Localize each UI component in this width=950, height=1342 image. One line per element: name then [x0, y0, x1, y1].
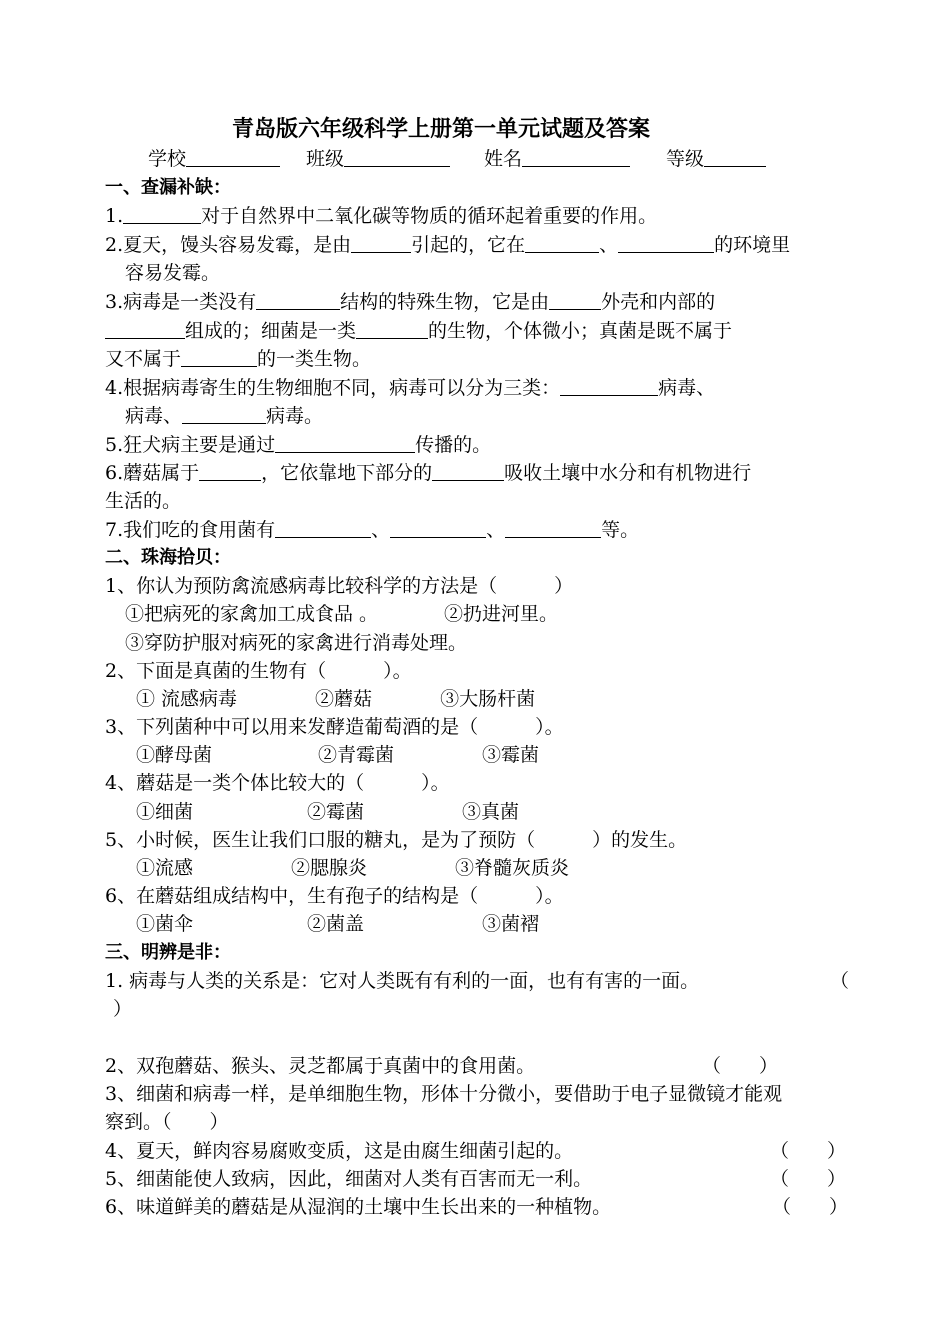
fill-blank[interactable] — [351, 234, 411, 253]
choice-option[interactable]: ③大肠杆菌 — [440, 688, 536, 710]
grade-blank[interactable] — [704, 148, 766, 167]
choice-question-5: 5、小时候，医生让我们口服的糖丸，是为了预防（ ）的发生。 — [105, 829, 688, 851]
judge-question-3: 3、细菌和病毒一样，是单细胞生物，形体十分微小，要借助于电子显微镜才能观 — [105, 1083, 783, 1105]
choice-option[interactable]: ①把病死的家禽加工成食品 。 — [125, 603, 379, 625]
judge-question-2: 2、双孢蘑菇、猴头、灵芝都属于真菌中的食用菌。 — [105, 1055, 536, 1077]
fill-question-6: 6.蘑菇属于 ，它依靠地下部分的 吸收土壤中水分和有机物进行 — [105, 462, 752, 484]
choice-options-6 — [136, 911, 539, 937]
choice-option[interactable]: ③菌褶 — [482, 913, 540, 935]
fill-question-3-line3: 又不属于 的一类生物。 — [105, 348, 372, 370]
section-heading-fill: 一、查漏补缺： — [105, 177, 231, 198]
judge-question-5: 5、细菌能使人致病，因此，细菌对人类有百害而无一利。 — [105, 1168, 593, 1190]
fill-question-3: 3.病毒是一类没有 结构的特殊生物，它是由 外壳和内部的 — [105, 291, 716, 313]
choice-option[interactable]: ②扔进河里。 — [444, 603, 559, 625]
header-info-row — [148, 146, 766, 172]
fill-blank[interactable] — [618, 234, 714, 253]
fill-blank[interactable] — [525, 234, 599, 253]
judge-answer-bracket[interactable]: （ ） — [770, 1140, 847, 1162]
section-heading-choice: 二、珠海拾贝： — [105, 547, 231, 568]
fill-blank[interactable] — [275, 519, 371, 538]
fill-blank[interactable] — [560, 377, 658, 396]
choice-question-6: 6、在蘑菇组成结构中，生有孢子的结构是（ ）。 — [105, 885, 564, 907]
judge-answer-bracket[interactable]: （ ） — [770, 1168, 847, 1190]
fill-question-6-cont: 生活的。 — [105, 490, 182, 512]
choice-option[interactable]: ③真菌 — [462, 801, 520, 823]
choice-option[interactable]: ②霉菌 — [307, 801, 365, 823]
choice-option[interactable]: ②蘑菇 — [315, 688, 373, 710]
fill-question-4: 4.根据病毒寄生的生物细胞不同，病毒可以分为三类： 病毒、 — [105, 377, 716, 399]
school-blank[interactable] — [186, 148, 280, 167]
fill-blank[interactable] — [432, 462, 504, 481]
fill-blank[interactable] — [549, 291, 601, 310]
class-blank[interactable] — [344, 148, 450, 167]
choice-option[interactable]: ①细菌 — [136, 801, 194, 823]
fill-blank[interactable] — [275, 434, 415, 453]
choice-option[interactable]: ③霉菌 — [482, 744, 540, 766]
choice-option[interactable]: ①酵母菌 — [136, 744, 213, 766]
judge-question-3-cont: 察到。（ ） — [105, 1111, 229, 1133]
choice-option[interactable]: ②青霉菌 — [318, 744, 395, 766]
fill-question-7: 7.我们吃的食用菌有 、 、 等。 — [105, 519, 640, 541]
judge-answer-bracket-close[interactable]: ） — [113, 998, 133, 1020]
fill-question-2: 2.夏天，馒头容易发霉，是由 引起的，它在 、 的环境里 — [105, 234, 791, 256]
judge-question-6: 6、味道鲜美的蘑菇是从湿润的土壤中生长出来的一种植物。 — [105, 1196, 612, 1218]
judge-answer-bracket[interactable]: （ ） — [772, 1196, 849, 1218]
choice-question-2: 2、下面是真菌的生物有（ ）。 — [105, 660, 412, 682]
choice-option[interactable]: ③脊髓灰质炎 — [455, 857, 570, 879]
fill-question-4-cont: 病毒、 病毒。 — [125, 405, 324, 427]
choice-question-3: 3、下列菌种中可以用来发酵造葡萄酒的是（ ）。 — [105, 716, 564, 738]
fill-blank[interactable] — [390, 519, 486, 538]
choice-question-1: 1、你认为预防禽流感病毒比较科学的方法是（ ） — [105, 575, 574, 597]
choice-option[interactable]: ① 流感病毒 — [136, 688, 238, 710]
choice-option[interactable]: ③穿防护服对病死的家禽进行消毒处理。 — [125, 632, 468, 654]
class-label: 班级 — [306, 148, 345, 170]
name-blank[interactable] — [522, 148, 630, 167]
choice-options-1 — [125, 601, 558, 627]
fill-blank[interactable] — [105, 320, 185, 339]
choice-option[interactable]: ②菌盖 — [307, 913, 365, 935]
fill-question-2-cont: 容易发霉。 — [125, 262, 221, 284]
choice-options-2 — [136, 686, 535, 712]
fill-question-3-line2: 组成的；细菌是一类 的生物，个体微小；真菌是既不属于 — [105, 318, 732, 344]
school-label: 学校 — [148, 148, 187, 170]
fill-question-5: 5.狂犬病主要是通过 传播的。 — [105, 434, 492, 456]
choice-option[interactable]: ②腮腺炎 — [291, 857, 368, 879]
judge-answer-bracket[interactable]: （ ） — [702, 1055, 779, 1077]
choice-options-5 — [136, 855, 569, 881]
judge-question-4: 4、夏天，鲜肉容易腐败变质，这是由腐生细菌引起的。 — [105, 1140, 574, 1162]
fill-blank[interactable] — [123, 205, 201, 224]
page-title: 青岛版六年级科学上册第一单元试题及答案 — [232, 116, 651, 142]
choice-options-3 — [136, 742, 539, 768]
choice-question-4: 4、蘑菇是一类个体比较大的（ ）。 — [105, 772, 450, 794]
choice-option[interactable]: ①流感 — [136, 857, 194, 879]
fill-blank[interactable] — [356, 320, 428, 339]
choice-options-4 — [136, 799, 519, 825]
fill-blank[interactable] — [181, 348, 257, 367]
fill-blank[interactable] — [199, 462, 261, 481]
choice-option[interactable]: ①菌伞 — [136, 913, 194, 935]
name-label: 姓名 — [484, 148, 523, 170]
fill-blank[interactable] — [182, 405, 266, 424]
section-heading-judge: 三、明辨是非： — [105, 942, 231, 963]
fill-question-1: 1. 对于自然界中二氧化碳等物质的循环起着重要的作用。 — [105, 205, 658, 227]
judge-question-1: 1. 病毒与人类的关系是：它对人类既有有利的一面，也有有害的一面。 — [105, 970, 700, 992]
fill-blank[interactable] — [505, 519, 601, 538]
judge-answer-bracket-open[interactable]: （ — [830, 970, 850, 992]
fill-blank[interactable] — [256, 291, 340, 310]
grade-label: 等级 — [666, 148, 705, 170]
